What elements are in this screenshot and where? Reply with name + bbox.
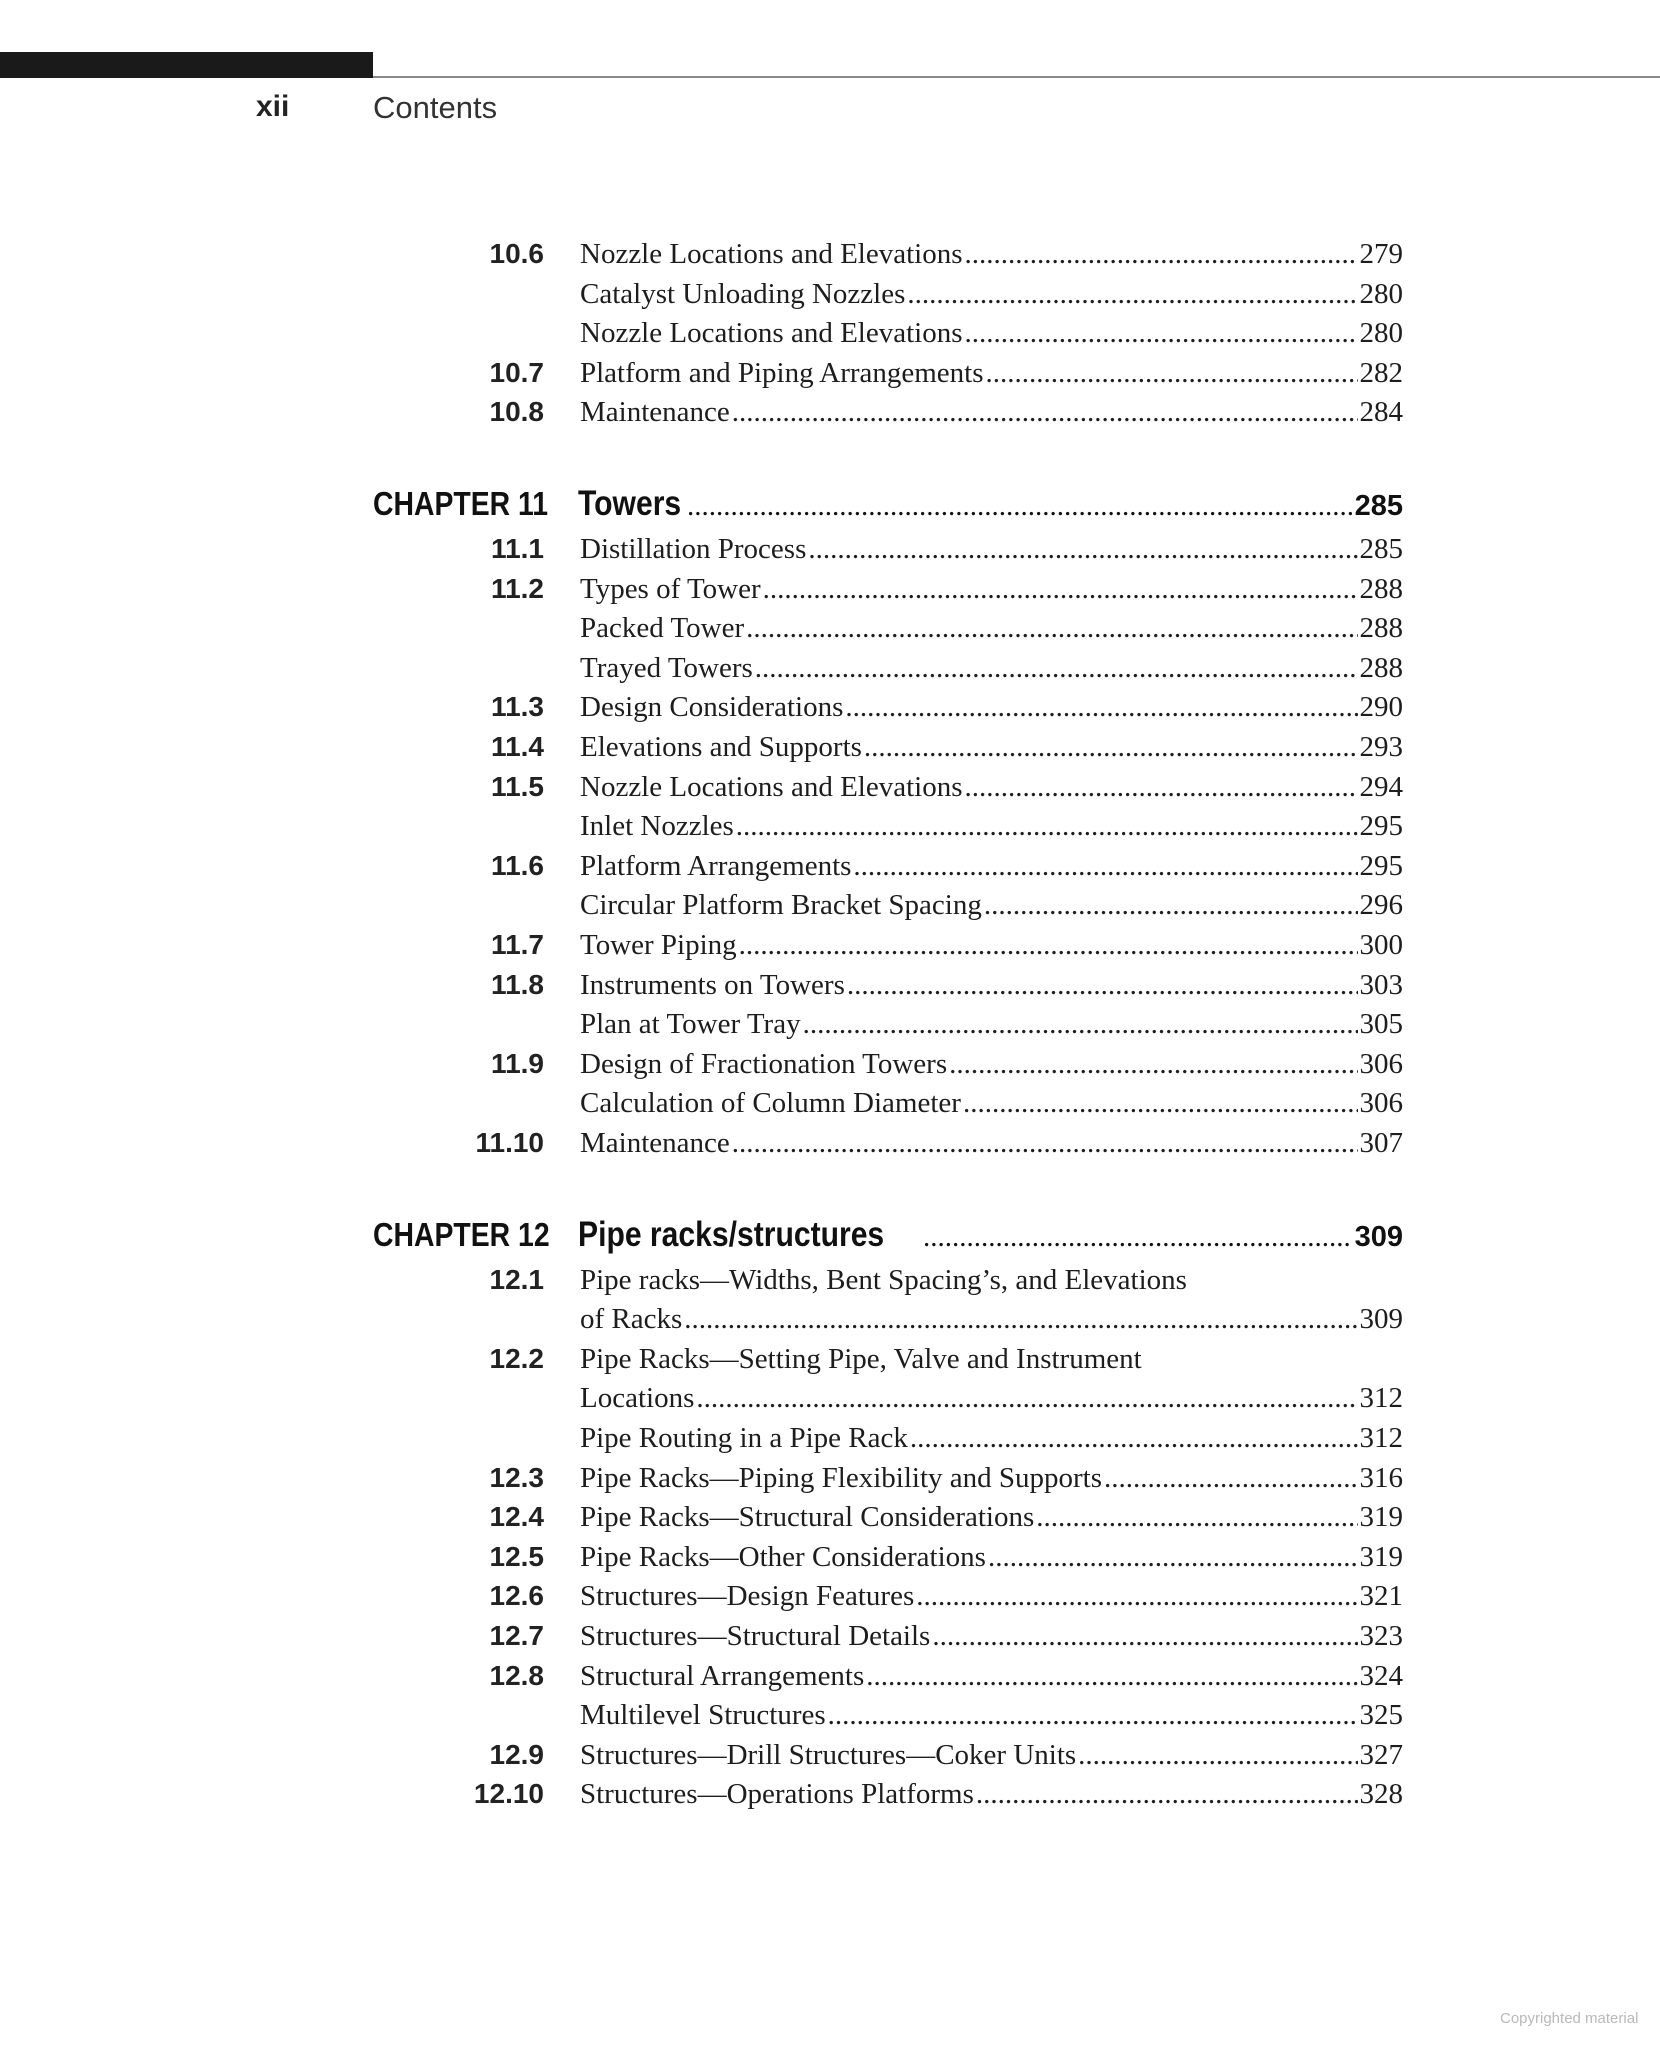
entry-page: 280: [1359, 317, 1403, 350]
toc-entry[interactable]: [0, 1775, 1660, 1813]
dot-leader: [965, 768, 1358, 806]
chapter-heading[interactable]: [0, 1212, 1660, 1258]
dot-leader: [847, 966, 1358, 1004]
dot-leader: [732, 1124, 1358, 1162]
entry-title: Circular Platform Bracket Spacing: [580, 889, 982, 922]
toc-entry[interactable]: [0, 1657, 1660, 1695]
toc-entry[interactable]: [0, 886, 1660, 924]
chapter-label: CHAPTER 11: [373, 485, 549, 522]
toc-entry-line: [580, 1577, 1403, 1615]
toc-entry[interactable]: [0, 1736, 1660, 1774]
toc-entry[interactable]: [0, 807, 1660, 845]
toc-entry-line: [580, 1419, 1403, 1457]
dot-leader: [910, 1419, 1358, 1457]
entry-page: 312: [1359, 1422, 1403, 1454]
section-number: 12.8: [489, 1659, 544, 1691]
entry-title: Inlet Nozzles: [580, 810, 734, 843]
toc-entry-line: [580, 688, 1403, 726]
entry-title: Nozzle Locations and Elevations: [580, 770, 963, 803]
chapter-title: Towers: [578, 484, 682, 523]
entry-page: 296: [1359, 889, 1403, 922]
entry-title: Structures—Operations Platforms: [580, 1778, 974, 1811]
toc-entry[interactable]: [0, 1340, 1660, 1378]
section-number: 12.10: [473, 1778, 544, 1810]
dot-leader: [864, 728, 1358, 766]
toc-entry-line: [580, 609, 1403, 647]
entry-page: 306: [1359, 1087, 1403, 1120]
entry-title: Structures—Structural Details: [580, 1620, 931, 1652]
dot-leader: [808, 530, 1357, 568]
chapter-heading[interactable]: [0, 481, 1660, 527]
dot-leader: [976, 1775, 1358, 1813]
chapter-page: 285: [1354, 490, 1403, 522]
dot-leader: [684, 1300, 1357, 1338]
toc-entry[interactable]: [0, 275, 1660, 313]
section-number: 11.4: [491, 731, 544, 762]
entry-page: 282: [1359, 356, 1403, 389]
toc-entry[interactable]: [0, 688, 1660, 726]
chapter-page: 309: [1354, 1220, 1403, 1253]
dot-leader: [866, 1657, 1357, 1695]
dot-leader: [845, 688, 1357, 726]
entry-page: 324: [1359, 1659, 1403, 1692]
chapter-title: Pipe racks/structures: [578, 1214, 885, 1254]
section-number: 10.8: [489, 396, 544, 428]
toc-entry[interactable]: [0, 1538, 1660, 1576]
entry-title: Structures—Drill Structures—Coker Units: [580, 1738, 1077, 1771]
section-number: 12.4: [489, 1501, 544, 1533]
entry-title: Nozzle Locations and Elevations: [580, 238, 963, 270]
dot-leader: [984, 886, 1358, 924]
dot-leader: [986, 354, 1358, 392]
toc-entry[interactable]: [0, 1045, 1660, 1083]
toc-entry-line: [580, 649, 1403, 687]
section-number: 12.7: [489, 1620, 544, 1651]
toc-entry[interactable]: [0, 570, 1660, 608]
entry-page: 295: [1359, 849, 1403, 882]
entry-title: Packed Tower: [580, 612, 745, 645]
toc-entry-line: [580, 728, 1403, 766]
entry-title: Maintenance: [580, 1127, 730, 1159]
entry-title: Structural Arrangements: [580, 1659, 865, 1692]
section-number: 12.9: [489, 1738, 544, 1770]
entry-title: Structures—Design Features: [580, 1580, 915, 1613]
toc-entry[interactable]: [0, 1696, 1660, 1734]
toc-entry[interactable]: [0, 235, 1660, 273]
toc-entry[interactable]: [0, 609, 1660, 647]
toc-entry[interactable]: [0, 1379, 1660, 1417]
section-number: 11.5: [491, 770, 544, 802]
toc-entry[interactable]: [0, 354, 1660, 392]
entry-title: Pipe racks—Widths, Bent Spacing’s, and Elevations: [580, 1263, 1187, 1296]
toc-entry-line: [580, 966, 1403, 1004]
toc-entry-line: [580, 1124, 1403, 1162]
section-number: 12.1: [489, 1263, 544, 1295]
section-number: 12.5: [489, 1540, 544, 1572]
chapter-entry-line: [578, 481, 1403, 527]
toc-entry-line: [580, 570, 1403, 608]
dot-leader: [736, 807, 1358, 845]
toc-entry-line: [580, 1045, 1403, 1083]
toc-entry[interactable]: [0, 314, 1660, 352]
entry-title: Pipe Routing in a Pipe Rack: [580, 1422, 908, 1454]
toc-entry[interactable]: [0, 530, 1660, 568]
toc-entry[interactable]: [0, 1005, 1660, 1043]
toc-entry-line: [580, 354, 1403, 392]
dot-leader: [746, 609, 1357, 647]
toc-entry-line: [580, 1379, 1403, 1417]
section-number: 11.3: [491, 691, 544, 723]
entry-page: 294: [1359, 770, 1403, 803]
toc-entry-line: [580, 847, 1403, 885]
entry-title: Pipe Racks—Other Considerations: [580, 1540, 986, 1573]
entry-page: 319: [1359, 1540, 1403, 1573]
entry-title: Distillation Process: [580, 533, 807, 565]
entry-title: Nozzle Locations and Elevations: [580, 317, 963, 350]
toc-entry-line: [580, 1775, 1403, 1813]
entry-page: 325: [1359, 1699, 1403, 1732]
dot-leader: [803, 1005, 1358, 1043]
entry-title: Calculation of Column Diameter: [580, 1087, 961, 1120]
watermark: Copyrighted material: [1500, 2010, 1639, 2027]
toc-entry-line: [580, 768, 1403, 806]
toc-entry[interactable]: [0, 728, 1660, 766]
section-number: 11.6: [491, 849, 544, 881]
entry-title: Pipe Racks—Setting Pipe, Valve and Instrument: [580, 1342, 1142, 1375]
entry-page: 312: [1359, 1382, 1403, 1415]
entry-title: Pipe Racks—Piping Flexibility and Supports: [580, 1461, 1103, 1494]
entry-page: 309: [1359, 1303, 1403, 1336]
entry-page: 288: [1359, 651, 1403, 684]
toc-entry[interactable]: [0, 1124, 1660, 1162]
toc-entry-line: [580, 314, 1403, 352]
toc-entry-line: [580, 530, 1403, 568]
dot-leader: [755, 649, 1358, 687]
dot-leader: [923, 1214, 1352, 1260]
entry-page: 306: [1359, 1047, 1403, 1080]
section-number: 12.3: [489, 1461, 544, 1493]
entry-title: Catalyst Unloading Nozzles: [580, 277, 906, 310]
entry-page: 300: [1359, 929, 1403, 961]
entry-title: Plan at Tower Tray: [580, 1008, 801, 1041]
entry-title: Design Considerations: [580, 691, 844, 724]
chapter-label: CHAPTER 12: [373, 1215, 550, 1253]
toc-entry[interactable]: [0, 1261, 1660, 1299]
dot-leader: [1078, 1736, 1357, 1774]
entry-page: 284: [1359, 396, 1403, 429]
toc-entry-line: [580, 886, 1403, 924]
dot-leader: [907, 275, 1357, 313]
dot-leader: [932, 1617, 1357, 1655]
toc-entry[interactable]: [0, 1419, 1660, 1457]
toc-entry-line: [580, 235, 1403, 273]
page-number: xii: [256, 90, 290, 123]
section-number: 12.6: [489, 1580, 544, 1612]
toc-entry-line: [580, 275, 1403, 313]
entry-page: 321: [1359, 1580, 1403, 1613]
dot-leader: [965, 235, 1358, 273]
toc-entry-line: [580, 393, 1403, 431]
entry-page: 288: [1359, 612, 1403, 645]
dot-leader: [763, 570, 1358, 608]
entry-page: 288: [1359, 572, 1403, 605]
section-number: 11.8: [491, 968, 544, 1000]
entry-title: of Racks: [580, 1303, 683, 1336]
dot-leader: [988, 1538, 1358, 1576]
section-number: 12.2: [489, 1342, 544, 1374]
section-number: 11.1: [491, 533, 544, 564]
toc-entry[interactable]: [0, 1617, 1660, 1655]
entry-page: 316: [1359, 1461, 1403, 1494]
running-head: Contents: [373, 90, 498, 125]
toc-entry[interactable]: [0, 966, 1660, 1004]
chapter-entry-line: [578, 1212, 1403, 1258]
section-number: 10.6: [489, 238, 544, 269]
section-number: 11.10: [475, 1127, 544, 1158]
toc-entry-line: [580, 1300, 1403, 1338]
entry-title: Platform and Piping Arrangements: [580, 356, 984, 389]
dot-leader: [1036, 1498, 1357, 1536]
toc-entry-line: [580, 1617, 1403, 1655]
entry-title: Platform Arrangements: [580, 849, 852, 882]
toc-entry-line: [580, 1084, 1403, 1122]
dot-leader: [732, 393, 1358, 431]
toc-entry[interactable]: [0, 649, 1660, 687]
entry-page: 290: [1359, 691, 1403, 724]
toc-entry-line: [580, 807, 1403, 845]
entry-title: Elevations and Supports: [580, 731, 862, 763]
section-number: 11.7: [491, 929, 544, 960]
toc-entry-line: [580, 926, 1403, 964]
entry-page: 305: [1359, 1008, 1403, 1041]
toc-entry-line: [580, 1498, 1403, 1536]
entry-page: 285: [1359, 533, 1403, 565]
entry-title: Instruments on Towers: [580, 968, 845, 1001]
dot-leader: [687, 483, 1352, 529]
entry-page: 293: [1359, 731, 1403, 763]
dot-leader: [963, 1084, 1358, 1122]
entry-page: 323: [1359, 1620, 1403, 1652]
entry-page: 328: [1359, 1778, 1403, 1811]
entry-page: 295: [1359, 810, 1403, 843]
dot-leader: [949, 1045, 1357, 1083]
toc-entry[interactable]: [0, 1459, 1660, 1497]
dot-leader: [853, 847, 1357, 885]
toc-entry[interactable]: [0, 1084, 1660, 1122]
entry-page: 303: [1359, 968, 1403, 1001]
toc-entry[interactable]: [0, 768, 1660, 806]
toc-entry[interactable]: [0, 1498, 1660, 1536]
entry-page: 307: [1359, 1127, 1403, 1159]
toc-entry-line: [580, 1736, 1403, 1774]
dot-leader: [828, 1696, 1358, 1734]
entry-title: Design of Fractionation Towers: [580, 1047, 948, 1080]
toc-entry-line: [580, 1696, 1403, 1734]
section-number: 11.9: [491, 1047, 544, 1079]
toc-entry[interactable]: [0, 1300, 1660, 1338]
entry-page: 327: [1359, 1738, 1403, 1771]
dot-leader: [1104, 1459, 1357, 1497]
dot-leader: [739, 926, 1358, 964]
entry-title: Trayed Towers: [580, 651, 753, 684]
dot-leader: [916, 1577, 1357, 1615]
entry-page: 319: [1359, 1501, 1403, 1534]
toc-entry[interactable]: [0, 847, 1660, 885]
toc-entry-line: [580, 1538, 1403, 1576]
entry-title: Types of Tower: [580, 572, 761, 605]
entry-page: 279: [1359, 238, 1403, 270]
section-number: 11.2: [491, 572, 544, 604]
toc-entry[interactable]: [0, 393, 1660, 431]
entry-title: Multilevel Structures: [580, 1699, 826, 1732]
dot-leader: [696, 1379, 1357, 1417]
toc-entry-line: [580, 1459, 1403, 1497]
entry-title: Pipe Racks—Structural Considerations: [580, 1501, 1035, 1534]
entry-title: Tower Piping: [580, 929, 737, 961]
toc-entry-line: [580, 1005, 1403, 1043]
entry-page: 280: [1359, 277, 1403, 310]
entry-title: Locations: [580, 1382, 695, 1415]
section-number: 10.7: [489, 356, 544, 388]
dot-leader: [965, 314, 1358, 352]
toc-entry[interactable]: [0, 1577, 1660, 1615]
entry-title: Maintenance: [580, 396, 730, 429]
toc-entry[interactable]: [0, 926, 1660, 964]
toc-entry-line: [580, 1657, 1403, 1695]
